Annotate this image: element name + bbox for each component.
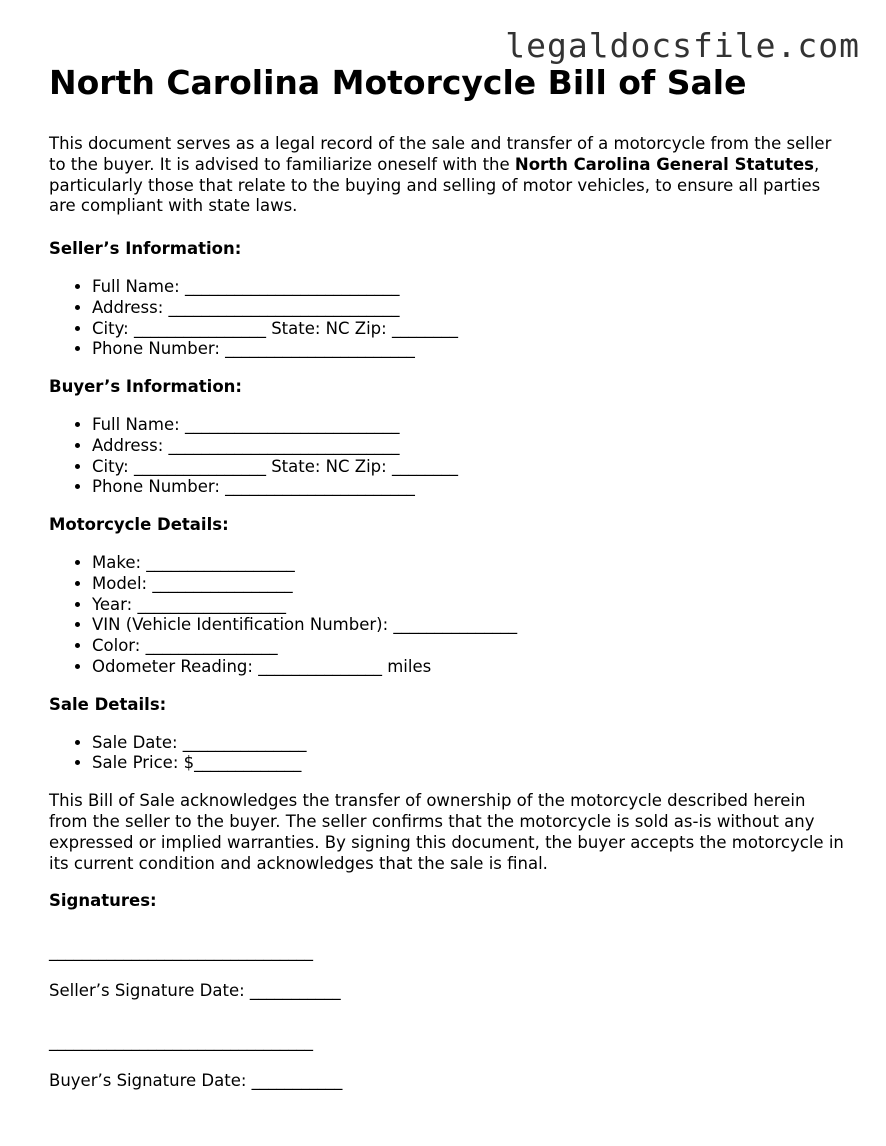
seller-info-list	[49, 277, 849, 360]
seller-city-state-zip-field: • City: ________________ State: NC Zip: ________	[92, 319, 849, 340]
model-field: • Model: _________________	[92, 574, 849, 595]
intro-text-1: This document serves as a legal record of the sale and transfer of a motorcycle from the seller to the buyer. It is advised to familiarize oneself with the	[49, 134, 832, 174]
closing-paragraph: This Bill of Sale acknowledges the transfer of ownership of the motorcycle described herein from the seller to the buyer. The seller confirms that the motorcycle is sold as-is without any expressed or implied warranties. By signing this document, the buyer accepts the motorcycle in its current condition and acknowledges that the sale is final.	[49, 791, 844, 873]
odometer-field: • Odometer Reading: _______________ miles	[92, 657, 849, 678]
seller-signature-label: Seller’s Signature Date: ___________	[49, 980, 341, 1000]
watermark: legaldocsfile.com	[505, 26, 860, 65]
motorcycle-details-list	[49, 553, 849, 678]
buyer-phone-field: • Phone Number: _______________________	[92, 477, 849, 498]
intro-text-2: , particularly those that relate to the buying and selling of motor vehicles, to ensure all parties are compliant with state laws.	[49, 154, 821, 216]
make-field: • Make: __________________	[92, 553, 849, 574]
seller-full-name-field: • Full Name: __________________________	[92, 277, 849, 298]
motorcycle-heading: Motorcycle Details:	[49, 515, 229, 535]
seller-signature-line: ________________________________	[49, 942, 313, 962]
buyer-city-state-zip-field: • City: ________________ State: NC Zip: ________	[92, 457, 849, 478]
buyer-info-list	[49, 415, 849, 498]
buyer-signature-label: Buyer’s Signature Date: ___________	[49, 1070, 343, 1090]
buyer-heading: Buyer’s Information:	[49, 377, 243, 397]
buyer-full-name-field: • Full Name: __________________________	[92, 415, 849, 436]
sale-date-field: • Sale Date: _______________	[92, 733, 849, 754]
intro-bold-statutes: North Carolina General Statutes	[514, 154, 815, 174]
seller-phone-field: • Phone Number: _______________________	[92, 339, 849, 360]
signatures-heading: Signatures:	[49, 891, 157, 911]
sale-price-field: • Sale Price: $_____________	[92, 753, 849, 774]
seller-address-field: • Address: ____________________________	[92, 298, 849, 319]
intro-paragraph	[49, 134, 849, 217]
sale-details-list	[49, 733, 849, 775]
document-body	[49, 62, 849, 1091]
vin-field: • VIN (Vehicle Identification Number): _______________	[92, 615, 849, 636]
color-field: • Color: ________________	[92, 636, 849, 657]
seller-heading: Seller’s Information:	[49, 239, 242, 259]
year-field: • Year: __________________	[92, 595, 849, 616]
sale-heading: Sale Details:	[49, 694, 167, 714]
buyer-signature-line: ________________________________	[49, 1031, 313, 1051]
buyer-address-field: • Address: ____________________________	[92, 436, 849, 457]
document-title: North Carolina Motorcycle Bill of Sale	[49, 63, 747, 102]
